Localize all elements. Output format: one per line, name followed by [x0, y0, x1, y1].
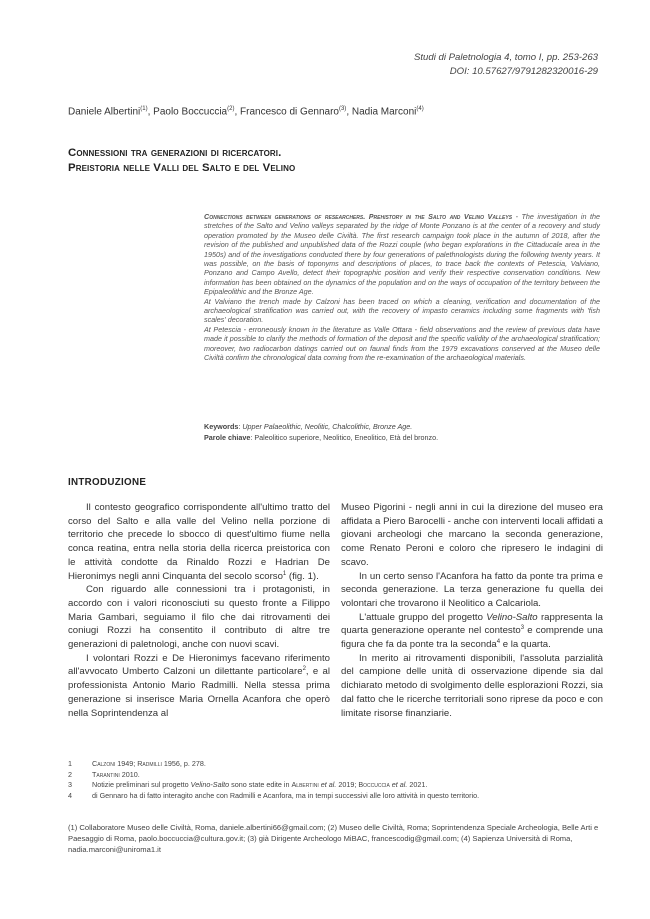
footnote-ref: 3: [520, 625, 525, 632]
keywords-en: Keywords: Upper Palaeolithic, Neolitic, Chalcolithic, Bronze Age.: [204, 422, 413, 431]
abstract-paragraph: Connections between generations of researchers. Prehistory in the Salto and Velino Valleys - The investigation in the stretches of the Salto and Velino valleys separated by the ridge of Monte Ponzano is at the center of a recovery and study operation promoted by the Museo delle Civiltà. The first research campaign took place in the autumn of 2018, after the revision of the published and unpublished data of the Rozzi couple (who began explorations in the Cittaducale area in the 1950s) and of the investigations conducted there by four generations of palethnologists during the following twenty years. It was possible, on the basis of toponyms and descriptions of places, to trace back the contexts of Petescia, Valviano, Ponzano and Campo Avello, detect their topographic position and verify their respective conservation conditions. New information has been obtained on the dynamics of the population and on the ways of occupation of the territory between the Epipaleolithic and the Bronze Age.: [204, 212, 601, 297]
paragraph-text: e la quarta.: [500, 639, 551, 651]
paragraph-text: rappresenta la quarta generazione operante nel contesto: [341, 611, 604, 637]
footnote-number: 1: [68, 759, 72, 768]
citation-year: 1949;: [115, 759, 138, 768]
body-paragraph: [68, 501, 330, 583]
citation-year: 2021.: [407, 780, 428, 790]
paragraph-text: (fig. 1).: [286, 570, 319, 582]
footnote-ref: 1: [282, 570, 287, 577]
body-paragraph: Con riguardo alle connessioni tra i protagonisti, in accordo con i valori riconosciuti su questo fronte a Filippo Maria Gambari, seguiamo il filo che dai ritrovamenti dei coniugi Rozzi ha consentito il contributo di altre tre generazioni di paletnologi, anche con nuovi scavi.: [68, 584, 330, 651]
author-name: Francesco di Gennaro: [240, 106, 339, 118]
keywords-block: [204, 422, 600, 443]
footnote-text: di Gennaro ha di fatto interagito anche con Radmilli e Acanfora, ma in tempi successivi alle loro attività in questo territorio.: [92, 790, 480, 800]
title-line: Preistoria nelle Valli del Salto e del Velino: [68, 162, 296, 174]
author-list: [68, 106, 424, 117]
body-paragraph: [341, 611, 603, 652]
abstract-text: The investigation in the stretches of the Salto and Velino valleys separated by the ridge of Monte Ponzano is at the center of a recovery and study operation promoted by the Museo delle Civiltà. The first research campaign took place in the autumn of 2018, after the revision of the published and unpublished data of the Rozzi couple (who began explorations in the Cittaducale area in the 1950s) and of the investigations conducted there by four generations of palethnologists during the following twenty years. It was possible, on the basis of toponyms and descriptions of places, to trace back the contexts of Petescia, Valviano, Ponzano and Campo Avello, detect their topographic position and verify their respective conservation conditions. New information has been obtained on the dynamics of the population and on the ways of occupation of the territory between the Epipaleolithic and the Bronze Age.: [204, 212, 601, 297]
cited-author: Albertini: [291, 780, 319, 790]
footnote-text: [92, 770, 140, 781]
affiliations-text: (1) Collaboratore Museo delle Civiltà, Roma, daniele.albertini66@gmail.com; (2) Museo delle Civiltà, Roma; Soprintendenza Speciale Archeologia, Belle Arti e Paesaggio di Roma, paolo.boccuccia@cultura.gov.it; (3) già Dirigente Archeologo MiBAC, francescodig@gmail.com; (4) Sapienza Università di Roma, nadia.marconi@uniroma1.it: [68, 823, 599, 854]
section-heading: INTRODUZIONE: [68, 477, 147, 488]
abstract-paragraph: At Petescia - erroneously known in the literature as Valle Ottara - field observations and the review of previous data have made it possible to clarify the methods of formation of the deposit and the specific validity of the archaeological stratification; moreover, two radiocarbon datings carried out on faunal finds from the 1979 excavations conserved at the Museo delle Civiltà confirm the chronological data coming from the re-examination of the archaeological materials.: [204, 324, 600, 363]
body-paragraph: Museo Pigorini - negli anni in cui la direzione del museo era affidata a Piero Barocelli - anche con interventi locali affidati a giovani archeologi che marcano la seconda generazione, come Renato Peroni e coloro che ripresero le indagini di scavo.: [341, 502, 603, 568]
citation-year: 1956, p. 278.: [161, 759, 206, 768]
et-al: et al.: [389, 780, 408, 790]
paragraph-text: , e al professionista Antonio Mario Radmilli. Nella stessa prima generazione si inserisce Maria Ornella Acanfora che operò nella Soprintendenza al: [68, 666, 330, 719]
author-name: Paolo Boccuccia: [153, 106, 228, 118]
footnotes: [68, 759, 608, 801]
author-affiliation-mark: (2): [227, 106, 235, 112]
author-affiliations: [68, 823, 604, 855]
keywords-it: Parole chiave: Paleolitico superiore, Neolitico, Eneolitico, Età del bronzo.: [204, 432, 439, 442]
citation-year: 2019;: [336, 780, 359, 790]
footnote: [68, 759, 608, 770]
cited-author: Boccuccia: [358, 780, 390, 790]
abstract-paragraph: At Valviano the trench made by Calzoni has been traced on which a cleaning, verification and documentation of the archaeological stratification was carried out, with the recovery of impasto ceramics including some fragments with 'fish scales' decoration.: [204, 296, 600, 325]
footnote-number: 4: [68, 790, 72, 800]
footnote: [68, 780, 608, 791]
keywords-text: Upper Palaeolithic, Neolitic, Chalcolithic, Bronze Age.: [242, 422, 413, 431]
project-name: Velino-Salto: [190, 780, 230, 790]
paragraph-text: I volontari Rozzi e De Hieronimys facevano riferimento all'avvocato Umberto Calzoni un dilettante particolare: [68, 652, 330, 678]
author-affiliation-mark: (3): [338, 106, 347, 112]
keywords-label: Keywords: [204, 422, 239, 431]
journal-citation: Studi di Paletnologia 4, tomo I, pp. 253-263: [413, 52, 598, 63]
journal-header: [414, 51, 598, 78]
body-paragraph: In merito ai ritrovamenti disponibili, l'assoluta parzialità del campione delle unità di osservazione dipende sia dal dichiarato metodo di svolgimento delle esplorazioni Rozzi, sia dal fatto che le ricerche territoriali sono riprese da poco e con limitate risorse finanziarie.: [341, 652, 603, 719]
footnote-number: 3: [68, 780, 72, 790]
project-name: Velino-Salto: [486, 611, 538, 623]
article-title: [68, 146, 295, 176]
cited-author: Calzoni: [92, 759, 116, 768]
author-separator: ,: [234, 106, 241, 118]
body-column-right: [341, 501, 603, 720]
paragraph-text: L'attuale gruppo del progetto: [359, 611, 487, 623]
title-line: Connessioni tra generazioni di ricercatori.: [68, 147, 282, 159]
abstract: [204, 212, 600, 363]
keywords-text-it: Paleolitico superiore, Neolitico, Eneolitico, Età del bronzo.: [254, 432, 439, 442]
footnote: [68, 791, 608, 802]
footnote-segment: Notizie preliminari sul progetto: [92, 780, 191, 790]
footnote-segment: sono state edite in: [229, 780, 292, 790]
journal-doi: DOI: 10.57627/9791282320016-29: [449, 65, 598, 77]
keywords-label-it: Parole chiave: [204, 432, 251, 442]
author-name: Nadia Marconi: [351, 106, 417, 118]
cited-author: Tarantini: [92, 769, 120, 779]
author-separator: ,: [346, 106, 352, 118]
abstract-heading: Connections between generations of researchers. Prehistory in the Salto and Velino Valleys: [204, 212, 513, 221]
author-affiliation-mark: (4): [416, 106, 424, 112]
author-affiliation-mark: (1): [140, 106, 148, 112]
citation-year: 2010.: [119, 769, 140, 779]
author-name: Daniele Albertini: [68, 106, 141, 118]
body-paragraph: In un certo senso l'Acanfora ha fatto da ponte tra prima e seconda generazione. La terza generazione fu quella dei volontari che trovarono il Neolitico a Calcariola.: [341, 570, 603, 609]
body-column-left: [68, 501, 330, 720]
footnote: [68, 770, 608, 781]
body-paragraph: [68, 652, 330, 721]
footnote-number: 2: [68, 769, 72, 779]
paragraph-text: e comprende una figura che fa da ponte tra la seconda: [341, 625, 603, 651]
footnote-text: [92, 780, 427, 791]
cited-author: Radmilli: [137, 759, 162, 768]
paragraph-text: Il contesto geografico corrispondente all'ultimo tratto del corso del Salto e alla valle del Velino nella porzione di territorio che precede lo sbocco di quest'ultimo fiume nella conca reatina, entra nella storia della ricerca preistorica con le attività condotte da Rinaldo Rozzi e Hadrian De Hieronimys negli anni Cinquanta del secolo scorso: [68, 502, 330, 582]
footnote-text: [92, 759, 206, 770]
footnote-ref: 4: [496, 638, 501, 645]
author-separator: ,: [147, 106, 154, 118]
et-al: et al.: [318, 780, 337, 790]
footnote-ref: 2: [302, 666, 306, 673]
